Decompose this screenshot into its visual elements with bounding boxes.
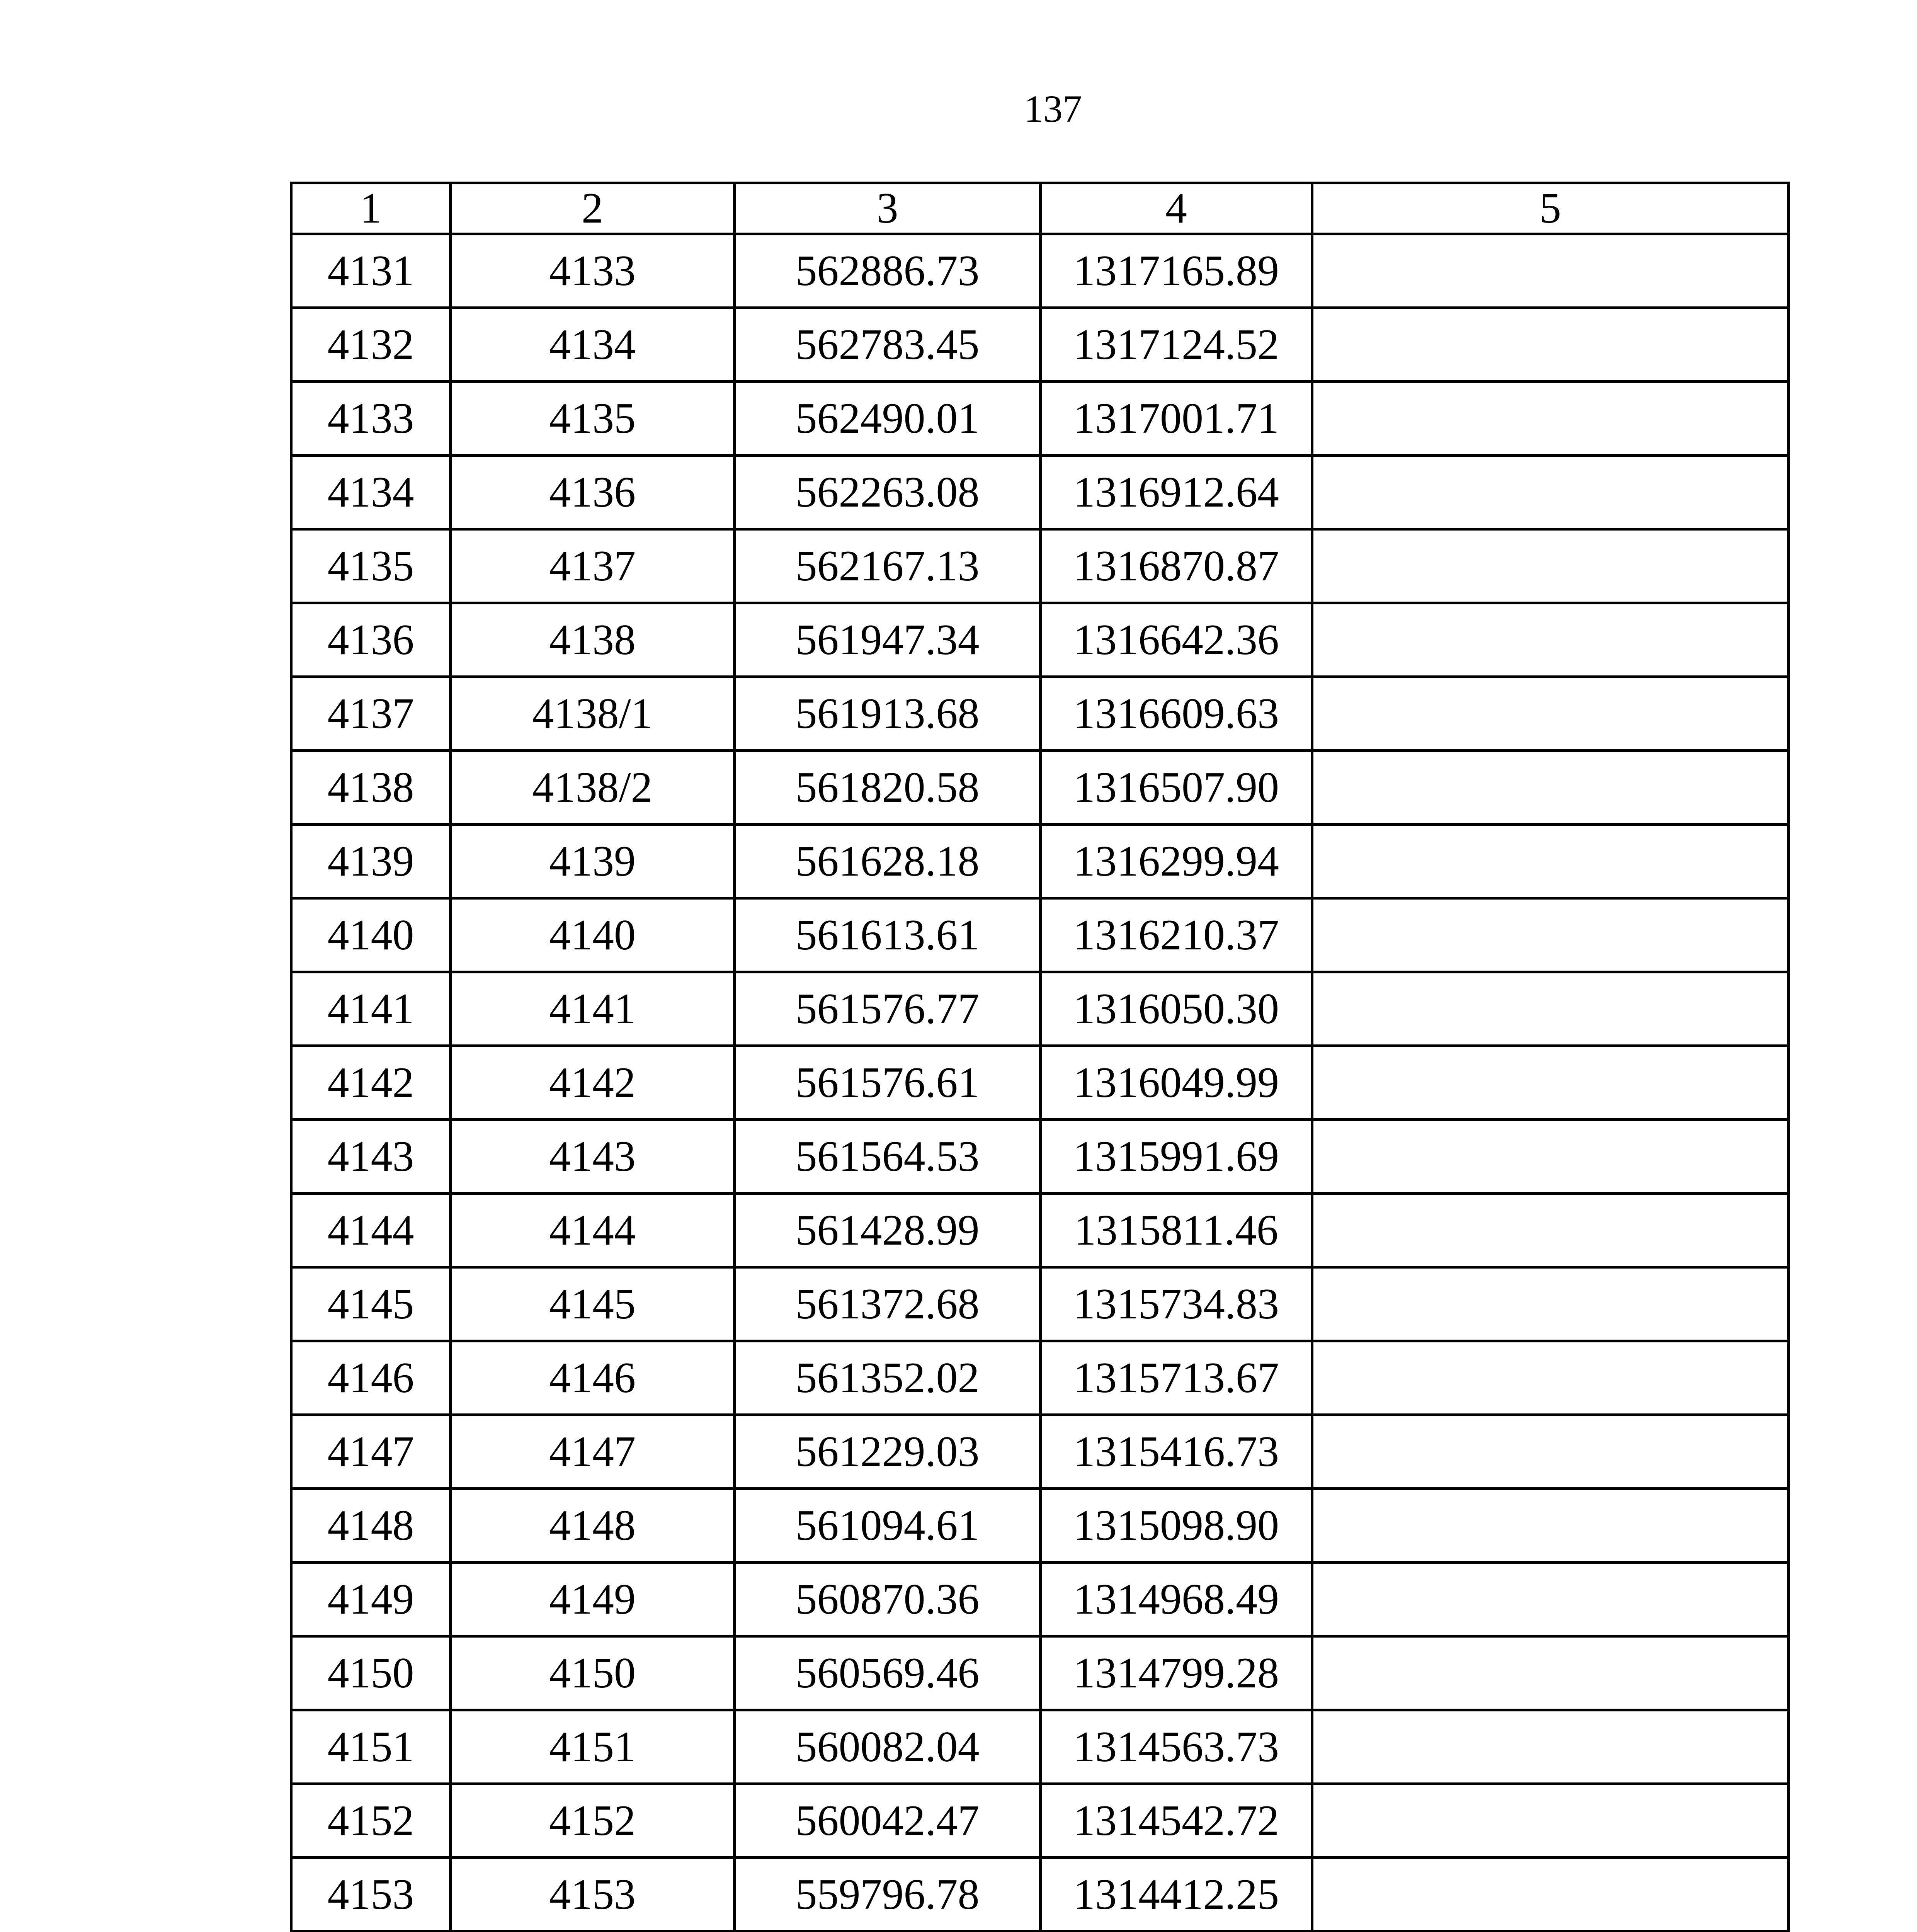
point-id-cell: 4137 — [451, 529, 735, 603]
y-coordinate-cell: 1314799.28 — [1041, 1636, 1312, 1710]
point-number-cell: 4135 — [291, 529, 451, 603]
table-row — [291, 1341, 1789, 1415]
point-id-cell: 4144 — [451, 1194, 735, 1267]
x-coordinate-cell: 561428.99 — [735, 1194, 1041, 1267]
note-cell — [1312, 825, 1789, 898]
y-coordinate-cell: 1315416.73 — [1041, 1415, 1312, 1489]
note-cell — [1312, 677, 1789, 751]
y-coordinate-cell: 1314412.25 — [1041, 1858, 1312, 1932]
x-coordinate-cell: 560870.36 — [735, 1563, 1041, 1636]
column-header-2: 2 — [451, 183, 735, 234]
point-number-cell: 4137 — [291, 677, 451, 751]
table-row — [291, 234, 1789, 308]
note-cell — [1312, 456, 1789, 529]
point-id-cell: 4142 — [451, 1046, 735, 1120]
y-coordinate-cell: 1314563.73 — [1041, 1710, 1312, 1784]
y-coordinate-cell: 1315098.90 — [1041, 1489, 1312, 1563]
note-cell — [1312, 1489, 1789, 1563]
point-number-cell: 4152 — [291, 1784, 451, 1858]
table-row — [291, 529, 1789, 603]
point-id-cell: 4135 — [451, 382, 735, 456]
note-cell — [1312, 1636, 1789, 1710]
point-id-cell: 4149 — [451, 1563, 735, 1636]
point-number-cell: 4145 — [291, 1267, 451, 1341]
point-id-cell: 4133 — [451, 234, 735, 308]
point-id-cell: 4150 — [451, 1636, 735, 1710]
note-cell — [1312, 234, 1789, 308]
y-coordinate-cell: 1316642.36 — [1041, 603, 1312, 677]
table-row — [291, 382, 1789, 456]
table-row — [291, 1267, 1789, 1341]
x-coordinate-cell: 561613.61 — [735, 898, 1041, 972]
note-cell — [1312, 1341, 1789, 1415]
header-row — [291, 183, 1789, 234]
point-id-cell: 4145 — [451, 1267, 735, 1341]
point-number-cell: 4134 — [291, 456, 451, 529]
y-coordinate-cell: 1316507.90 — [1041, 751, 1312, 825]
y-coordinate-cell: 1316912.64 — [1041, 456, 1312, 529]
y-coordinate-cell: 1316609.63 — [1041, 677, 1312, 751]
point-id-cell: 4151 — [451, 1710, 735, 1784]
point-id-cell: 4138/2 — [451, 751, 735, 825]
note-cell — [1312, 1046, 1789, 1120]
y-coordinate-cell: 1316210.37 — [1041, 898, 1312, 972]
point-number-cell: 4144 — [291, 1194, 451, 1267]
table-row — [291, 825, 1789, 898]
point-id-cell: 4143 — [451, 1120, 735, 1194]
y-coordinate-cell: 1317165.89 — [1041, 234, 1312, 308]
note-cell — [1312, 1563, 1789, 1636]
point-id-cell: 4140 — [451, 898, 735, 972]
x-coordinate-cell: 561564.53 — [735, 1120, 1041, 1194]
x-coordinate-cell: 560042.47 — [735, 1784, 1041, 1858]
x-coordinate-cell: 561628.18 — [735, 825, 1041, 898]
x-coordinate-cell: 559796.78 — [735, 1858, 1041, 1932]
table-row — [291, 1636, 1789, 1710]
x-coordinate-cell: 561576.77 — [735, 972, 1041, 1046]
note-cell — [1312, 1120, 1789, 1194]
y-coordinate-cell: 1316049.99 — [1041, 1046, 1312, 1120]
x-coordinate-cell: 562263.08 — [735, 456, 1041, 529]
point-number-cell: 4142 — [291, 1046, 451, 1120]
point-number-cell: 4132 — [291, 308, 451, 382]
coordinates-table — [290, 182, 1790, 1932]
table-row — [291, 1563, 1789, 1636]
point-number-cell: 4139 — [291, 825, 451, 898]
table-row — [291, 1784, 1789, 1858]
y-coordinate-cell: 1316050.30 — [1041, 972, 1312, 1046]
note-cell — [1312, 751, 1789, 825]
note-cell — [1312, 603, 1789, 677]
point-number-cell: 4153 — [291, 1858, 451, 1932]
y-coordinate-cell: 1314968.49 — [1041, 1563, 1312, 1636]
point-number-cell: 4141 — [291, 972, 451, 1046]
point-id-cell: 4138/1 — [451, 677, 735, 751]
point-id-cell: 4134 — [451, 308, 735, 382]
y-coordinate-cell: 1315734.83 — [1041, 1267, 1312, 1341]
table-row — [291, 751, 1789, 825]
table-row — [291, 1858, 1789, 1932]
column-header-4: 4 — [1041, 183, 1312, 234]
table-row — [291, 1120, 1789, 1194]
x-coordinate-cell: 562490.01 — [735, 382, 1041, 456]
table-row — [291, 898, 1789, 972]
x-coordinate-cell: 560569.46 — [735, 1636, 1041, 1710]
table-row — [291, 456, 1789, 529]
point-number-cell: 4140 — [291, 898, 451, 972]
table-row — [291, 972, 1789, 1046]
point-number-cell: 4151 — [291, 1710, 451, 1784]
point-number-cell: 4146 — [291, 1341, 451, 1415]
x-coordinate-cell: 561820.58 — [735, 751, 1041, 825]
point-number-cell: 4136 — [291, 603, 451, 677]
note-cell — [1312, 308, 1789, 382]
table-row — [291, 1415, 1789, 1489]
note-cell — [1312, 972, 1789, 1046]
table-body — [291, 234, 1789, 1932]
x-coordinate-cell: 561229.03 — [735, 1415, 1041, 1489]
point-number-cell: 4148 — [291, 1489, 451, 1563]
x-coordinate-cell: 562167.13 — [735, 529, 1041, 603]
x-coordinate-cell: 562886.73 — [735, 234, 1041, 308]
y-coordinate-cell: 1317001.71 — [1041, 382, 1312, 456]
note-cell — [1312, 1858, 1789, 1932]
column-header-3: 3 — [735, 183, 1041, 234]
page-number: 137 — [1024, 87, 1082, 130]
y-coordinate-cell: 1315991.69 — [1041, 1120, 1312, 1194]
y-coordinate-cell: 1315811.46 — [1041, 1194, 1312, 1267]
y-coordinate-cell: 1314542.72 — [1041, 1784, 1312, 1858]
point-id-cell: 4139 — [451, 825, 735, 898]
column-header-1: 1 — [291, 183, 451, 234]
point-number-cell: 4147 — [291, 1415, 451, 1489]
point-number-cell: 4133 — [291, 382, 451, 456]
x-coordinate-cell: 561913.68 — [735, 677, 1041, 751]
note-cell — [1312, 529, 1789, 603]
note-cell — [1312, 1267, 1789, 1341]
x-coordinate-cell: 560082.04 — [735, 1710, 1041, 1784]
x-coordinate-cell: 561576.61 — [735, 1046, 1041, 1120]
x-coordinate-cell: 561372.68 — [735, 1267, 1041, 1341]
note-cell — [1312, 1784, 1789, 1858]
point-id-cell: 4141 — [451, 972, 735, 1046]
x-coordinate-cell: 561094.61 — [735, 1489, 1041, 1563]
table-row — [291, 308, 1789, 382]
table-row — [291, 677, 1789, 751]
note-cell — [1312, 1710, 1789, 1784]
point-number-cell: 4131 — [291, 234, 451, 308]
table-row — [291, 1046, 1789, 1120]
note-cell — [1312, 1415, 1789, 1489]
y-coordinate-cell: 1317124.52 — [1041, 308, 1312, 382]
y-coordinate-cell: 1316299.94 — [1041, 825, 1312, 898]
point-id-cell: 4153 — [451, 1858, 735, 1932]
point-id-cell: 4152 — [451, 1784, 735, 1858]
table-row — [291, 1194, 1789, 1267]
point-id-cell: 4147 — [451, 1415, 735, 1489]
note-cell — [1312, 1194, 1789, 1267]
point-number-cell: 4138 — [291, 751, 451, 825]
x-coordinate-cell: 561947.34 — [735, 603, 1041, 677]
table-row — [291, 1489, 1789, 1563]
y-coordinate-cell: 1315713.67 — [1041, 1341, 1312, 1415]
x-coordinate-cell: 562783.45 — [735, 308, 1041, 382]
point-id-cell: 4136 — [451, 456, 735, 529]
x-coordinate-cell: 561352.02 — [735, 1341, 1041, 1415]
point-id-cell: 4138 — [451, 603, 735, 677]
point-id-cell: 4148 — [451, 1489, 735, 1563]
table-row — [291, 1710, 1789, 1784]
y-coordinate-cell: 1316870.87 — [1041, 529, 1312, 603]
note-cell — [1312, 382, 1789, 456]
column-header-5: 5 — [1312, 183, 1789, 234]
table-row — [291, 603, 1789, 677]
note-cell — [1312, 898, 1789, 972]
point-id-cell: 4146 — [451, 1341, 735, 1415]
point-number-cell: 4149 — [291, 1563, 451, 1636]
table-header — [291, 183, 1789, 234]
point-number-cell: 4143 — [291, 1120, 451, 1194]
point-number-cell: 4150 — [291, 1636, 451, 1710]
